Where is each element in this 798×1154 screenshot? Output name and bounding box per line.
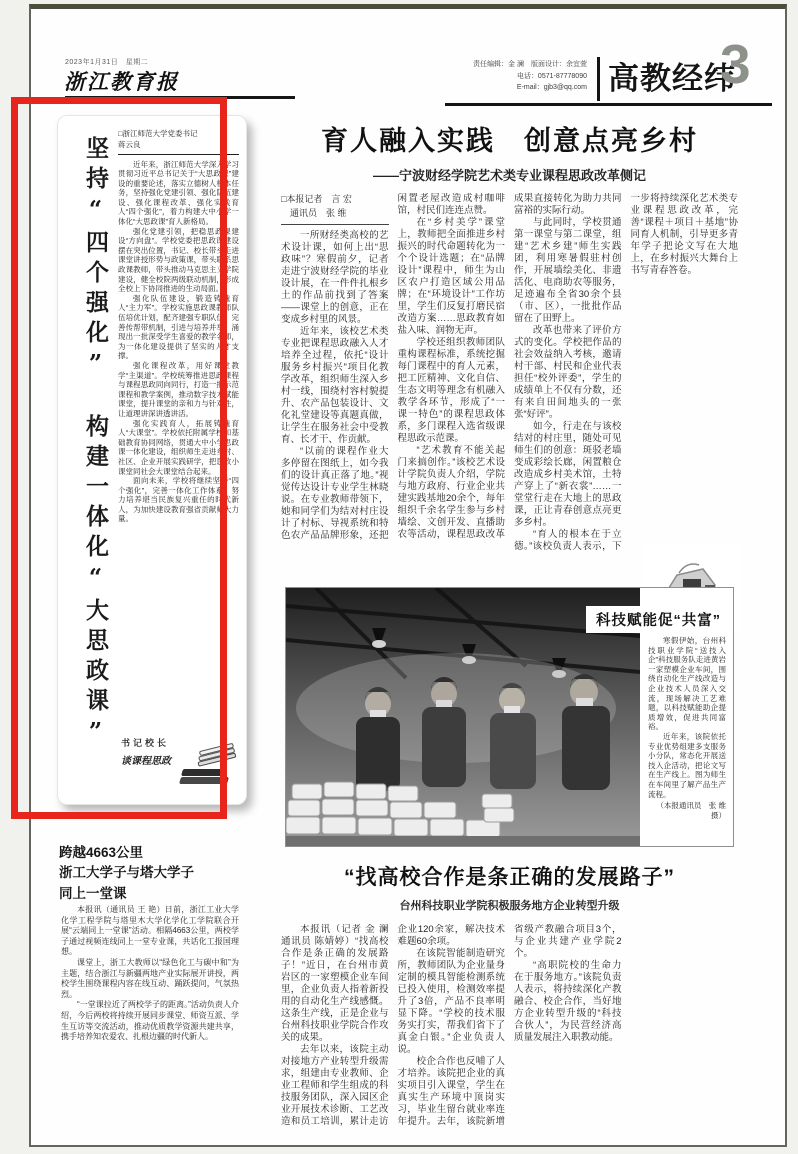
photo-caption: 寒假伊始，台州科技职业学院“送技入企”科技服务队走进黄岩一家塑模企业车间，围绕自动化生产线改造与企业技术人员深入交流，现场解决工艺难题，以科技赋能助企提质增效，促进共同富裕。 近年来，该院依托专业优势组建多支服务小分队，常态化开展送技入企活动，把论文写在生产线上。图为师生在车间里了解产品生产流程。 （本报通讯员 张 维 摄） bbox=[648, 636, 726, 820]
masthead-date: 2023年1月31日 星期二 bbox=[65, 59, 149, 66]
bottomright-article-title: “找高校合作是条正确的发展路子” bbox=[344, 866, 675, 889]
books-icon bbox=[175, 742, 239, 788]
bottomright-article bbox=[281, 861, 738, 1128]
main-article-body: □本报记者 言 宏 通讯员 张 维 一所财经类高校的艺术设计课，如何上出“思政味”？寒假前夕，记者走进宁波财经学院的毕业设计展，在一件件扎根乡土的作品前找到了答案——课堂上的创意，正在变成乡村里的风景。 近年来，该校艺术类专业把课程思政融入人才培养全过程，依托“设计服务乡村振兴”项目化教学改革，组织师生深入乡村一线，围绕村容村貌提升、农产品包装设计、文化礼堂建设等真题真做，让学生在服务社会中受教育、长才干、作贡献。 “以前的课程作业大多停留在图纸上，如今我们的设计真正落了地。”视觉传达设计专业学生林晓说。在专业教师带领下，她和同学们为结对村庄设计了村标、导视系统和特色农产品品牌形象，还把闲置老屋改造成村咖啡馆，村民们连连点赞。 在“乡村美学”课堂上，教师把全面推进乡村振兴的时代命题转化为一个个设计选题；在“品牌设计”课程中，师生为山区农户打造区域公用品牌；在“环境设计”工作坊里，学生们反复打磨民宿改造方案……思政教育如盐入味、润物无声。 学校还组织教师团队重构课程标准，系统挖掘每门课程中的育人元素，把工匠精神、文化自信、生态文明等理念有机融入教学各环节，形成了“一课一特色”的课程思政体系，多门课程入选省级课程思政示范课。 “艺术教育不能关起门来搞创作。”该校艺术设计学院负责人介绍，学院与地方政府、行业企业共建实践基地20余个，每年组织千余名学生参与乡村墙绘、文创开发、直播助农等活动，课程思政改革成果直接转化为助力共同富裕的实际行动。 与此同时，学校贯通第一课堂与第二课堂，组建“艺术乡建”师生实践团，利用寒暑假驻村创作，开展墙绘美化、非遗活化、电商助农等服务，足迹遍布全省30余个县（市、区），一批批作品留在了田野上。 改革也带来了评价方式的变化。学校把作品的社会效益纳入考核，邀请村干部、村民和企业代表担任“校外评委”，学生的成绩单上不仅有分数，还有来自田间地头的一张张“好评”。 如今，行走在与该校结对的村庄里，随处可见师生们的创意：斑驳老墙变成彩绘长廊，闲置粮仓改造成乡村美术馆，土特产穿上了“新衣裳”……一堂堂行走在大地上的思政课，正让青春创意点亮更多乡村。 “育人的根本在于立德。”该校负责人表示，下一步将持续深化艺术类专业课程思政改革，完善“课程＋项目＋基地”协同育人机制，引导更多青年学子把论文写在大地上，在乡村振兴大舞台上书写青春答卷。 bbox=[281, 193, 738, 552]
header-rule bbox=[445, 103, 772, 106]
photo-story bbox=[285, 587, 734, 847]
secretary-principal-badge bbox=[119, 724, 239, 790]
main-article-subtitle: ——宁波财经学院艺术类专业课程思政改革侧记 bbox=[372, 168, 646, 183]
bottomright-article-subtitle: 台州科技职业学院积极服务地方企业转型升级 bbox=[399, 900, 620, 912]
masthead-logo: 浙江教育报 bbox=[64, 69, 179, 94]
badge-line2: 谈课程思政 bbox=[121, 756, 171, 767]
main-article-byline: □本报记者 言 宏 通讯员 张 维 bbox=[281, 193, 389, 225]
bottomleft-article-body: 本报讯（通讯员 王 艳）日前，浙江工业大学化学工程学院与塔里木大学化学化工学院联合开展“云端同上一堂课”活动。相隔4663公里，两校学子通过视频连线同上一堂专业课，共话化工报国理想。 课堂上，浙工大教师以“绿色化工与碳中和”为主题，结合浙江与新疆两地产业实际展开讲授，两校学生围绕课程内容在线互动、踊跃提问，气氛热烈。 “一堂课拉近了两校学子的距离。”活动负责人介绍，今后两校将持续开展同步课堂、师资互派、学生互访等交流活动，推动优质教学资源共建共享，携手培养知农爱农、扎根边疆的时代新人。 bbox=[61, 905, 239, 1042]
main-article bbox=[281, 119, 738, 553]
newspaper-sheet bbox=[29, 4, 787, 1147]
bottomright-article-body: 本报讯（记者 金 澜 通讯员 陈婧婷）“找高校合作是条正确的发展路子！”近日，在台州市黄岩区的一家塑模企业车间里，企业负责人指着新投用的自动化生产线感慨。这条生产线，正是企业与台州科技职业学院合作攻关的成果。 去年以来，该院主动对接地方产业转型升级需求，组建由专业教师、企业工程师和学生组成的科技服务团队，深入园区企业开展技术诊断、工艺改造和员工培训，累计走访企业120余家，解决技术难题60余项。 在该院智能制造研究所，教师团队为企业量身定制的模具智能检测系统已投入使用，检测效率提升了3倍，产品不良率明显下降。“学校的技术服务实打实，帮我们省下了真金白银。”企业负责人说。 校企合作也反哺了人才培养。该院把企业的真实项目引入课堂，学生在真实生产环境中顶岗实习，毕业生留台就业率连年提升。去年，该院新增省级产教融合项目3个，与企业共建产业学院2个。 “高职院校的生命力在于服务地方。”该院负责人表示，将持续深化产教融合、校企合作，当好地方企业转型升级的“科技合伙人”，为民营经济高质量发展注入职教动能。 bbox=[281, 924, 622, 1127]
left-article-card bbox=[57, 115, 247, 805]
left-article-vertical-title: 坚持“四个强化” 构建一体化“大思政课” bbox=[82, 136, 109, 752]
section-title: 高教经纬 bbox=[608, 61, 736, 96]
header-divider bbox=[597, 57, 600, 101]
left-article-content bbox=[118, 128, 239, 796]
photo-title: 科技赋能促“共富” bbox=[586, 606, 728, 633]
left-article-byline bbox=[118, 128, 239, 155]
left-article-byline-name: 蒋云良 bbox=[118, 140, 141, 150]
bottomleft-article-title: 跨越4663公里 浙工大学子与塔大学子 同上一堂课 bbox=[59, 845, 194, 901]
masthead-rule bbox=[65, 96, 295, 99]
page-number: 3 bbox=[720, 33, 751, 95]
left-article-byline-affiliation: □浙江师范大学党委书记 bbox=[118, 129, 198, 138]
badge-text bbox=[121, 736, 171, 767]
header-editor-info: 责任编辑：金 澜 版面设计：余宜萱 电话：0571-87778090 E-mail：gjb3@qq.com bbox=[473, 61, 587, 92]
badge-line1: 书记校长 bbox=[121, 738, 170, 748]
left-article-body: 近年来，浙江师范大学深入学习贯彻习近平总书记关于“大思政课”建设的重要论述，落实立德树人根本任务，坚持强化党建引领、强化队伍建设、强化课程改革、强化实践育人“四个强化”，着力构建大中小学一体化“大思政课”育人新格局。 强化党建引领，把稳思政课建设“方向盘”。学校党委把思政课建设摆在突出位置，书记、校长带头走进课堂讲授形势与政策课，带头联系思政课教师，带头推动马克思主义学院建设，健全校院两级联动机制，形成全校上下协同推进的生动局面。 强化队伍建设，锻造铸魂育人“主力军”。学校实施思政课教师队伍培优计划，配齐建强专职队伍，完善传帮带机制，引进与培养并举，涌现出一批深受学生喜爱的教学名师，为一体化建设提供了坚实的人才支撑。 强化课程改革，用好课堂教学“主渠道”。学校统筹推进思政课程与课程思政同向同行，打造一批示范课程和教学案例，推动数字技术赋能课堂，提升课堂的亲和力与针对性，让道理讲深讲透讲活。 强化实践育人，拓展铸魂育人“大课堂”。学校依托附属学校和基础教育协同网络，贯通大中小学思政课一体化建设，组织师生走进乡村、社区、企业开展实践研学，把思政小课堂同社会大课堂结合起来。 面向未来，学校将继续坚持“四个强化”，完善一体化工作体系，努力培养堪当民族复兴重任的时代新人，为加快建设教育强省贡献师大力量。 bbox=[118, 159, 239, 524]
main-article-title: 育人融入实践 创意点亮乡村 bbox=[321, 126, 698, 156]
main-article-body-wrap bbox=[281, 193, 738, 553]
